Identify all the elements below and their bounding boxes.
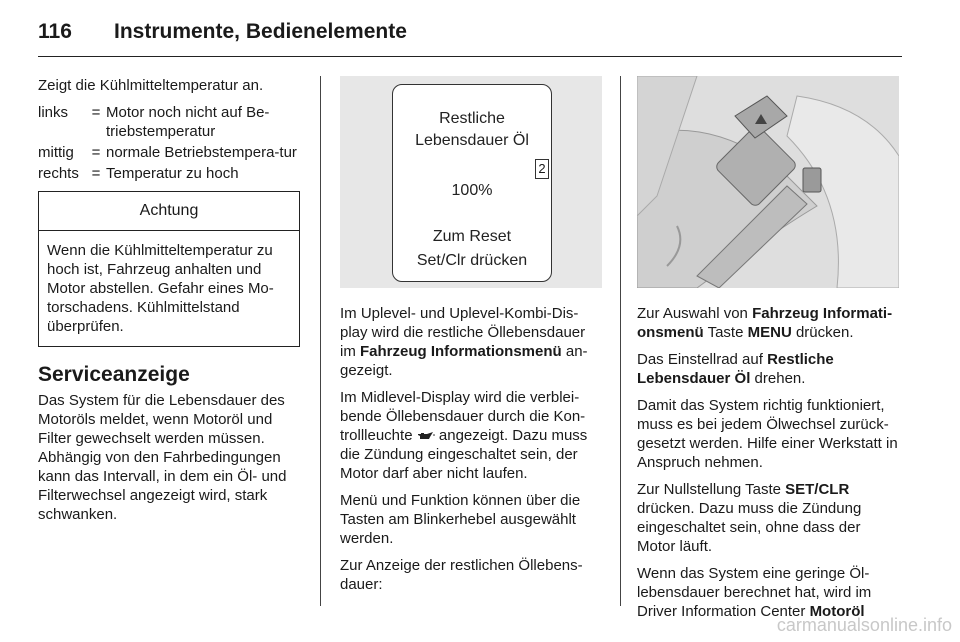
paragraph-menu-function: Menü und Funktion können über die Tasten am Blinkerhebel ausgewählt werden. [340, 492, 581, 547]
display-line-4: Set/Clr drücken [416, 252, 528, 269]
paragraph-uplevel [340, 304, 602, 380]
button-name-bold: SET/CLR [785, 481, 850, 498]
definition-description: Motor noch nicht auf Be-triebstemperatur [106, 104, 270, 140]
paragraph-menu-select [637, 304, 901, 342]
watermark: carmanualsonline.info [776, 615, 952, 635]
definition-equals: = [91, 165, 101, 182]
text-run: Zur Auswahl von [637, 305, 753, 322]
text-run: Wenn das System eine geringe Öl-lebensdauer berechnet hat, wird im Driver Information Center [637, 565, 872, 620]
definition-description: normale Betriebstempera-tur [106, 144, 297, 161]
display-oil-percent: 100% [451, 182, 493, 199]
oil-can-icon [417, 431, 435, 441]
text-run: Im Uplevel- und Uplevel-Kombi-Dis-play wird die restliche Öllebensdauer im [340, 305, 586, 360]
definition-term: rechts [38, 165, 79, 182]
text-run: angezeigt. Dazu muss die Zündung eingeschaltet sein, der Motor darf aber nicht laufen. [340, 427, 588, 482]
intro-text: Zeigt die Kühlmitteltemperatur an. [38, 77, 264, 94]
column-divider-1 [320, 76, 321, 606]
display-line-1: Restliche [439, 110, 505, 127]
text-run: an-gezeigt. [340, 343, 588, 379]
oil-life-display-illustration [340, 76, 602, 288]
lever-drawing [637, 76, 899, 288]
definition-row [38, 164, 304, 183]
paragraph-oil-life-display: Zur Anzeige der restlichen Öllebens-dauer: [340, 557, 583, 593]
service-body-text: Das System für die Lebensdauer des Motoröls meldet, wenn Motoröl und Filter gewechselt werden müssen. Abhängig von den Fahrbedingungen kann das Intervall, in dem ein Öl- und Filterwechsel angezeigt wird, stark schwanken. [38, 392, 287, 523]
text-run: Das Einstellrad auf [637, 351, 768, 368]
column-middle [340, 76, 602, 602]
menu-name-bold: Fahrzeug Informationsmenü [360, 343, 562, 360]
page-header [38, 14, 900, 54]
definition-equals: = [91, 144, 101, 161]
text-run: drücken. [791, 324, 854, 341]
temperature-definition-list [38, 103, 304, 183]
display-line-2: Lebensdauer Öl [415, 132, 529, 149]
caution-title: Achtung [39, 192, 299, 231]
text-run: drehen. [750, 370, 806, 387]
paragraph-low-oil-life [637, 564, 901, 621]
definition-row [38, 143, 304, 162]
turn-signal-lever-illustration [637, 76, 899, 288]
message-bold: Motoröl [809, 603, 865, 620]
text-run: Taste [703, 324, 748, 341]
text-run: Im Midlevel-Display wird die verblei-bende Öllebensdauer durch die Kon-trollleuchte [340, 389, 586, 444]
display-frame [392, 84, 552, 282]
column-left [38, 76, 304, 532]
header-rule [38, 56, 902, 57]
paragraph-midlevel [340, 388, 602, 483]
column-right [637, 76, 901, 629]
display-line-3: Zum Reset [432, 228, 512, 245]
caution-box [38, 191, 300, 347]
definition-equals: = [91, 104, 101, 121]
menu-name-bold: Fahrzeug Informati-onsmenü [637, 305, 893, 341]
paragraph-set-clr [637, 480, 901, 556]
definition-row [38, 103, 304, 141]
definition-description: Temperatur zu hoch [106, 165, 239, 182]
text-run: drücken. Dazu muss die Zündung eingeschaltet sein, ohne dass der Motor läuft. [637, 500, 862, 555]
menu-item-bold: Restliche Lebensdauer Öl [637, 351, 834, 387]
paragraph-reset-required: Damit das System richtig funktioniert, muss es bei jedem Ölwechsel zurück-gesetzt werden. Hilfe einer Werkstatt in Anspruch nehmen. [637, 397, 898, 471]
paragraph-adjuster-wheel [637, 350, 901, 388]
section-heading: Serviceanzeige [38, 363, 190, 386]
display-page-badge: 2 [535, 159, 549, 179]
text-run: Zur Nullstellung Taste [637, 481, 786, 498]
definition-term: mittig [38, 144, 74, 161]
column-divider-2 [620, 76, 621, 606]
caution-text: Wenn die Kühlmitteltemperatur zu hoch ist, Fahrzeug anhalten und Motor abstellen. Gefahr eines Mo-torschadens. Kühlmittelstand überprüfen. [47, 242, 274, 335]
button-name-bold: MENU [747, 324, 792, 341]
page-number: 116 [38, 20, 72, 43]
section-title: Instrumente, Bedienelemente [114, 20, 407, 43]
definition-term: links [38, 104, 69, 121]
